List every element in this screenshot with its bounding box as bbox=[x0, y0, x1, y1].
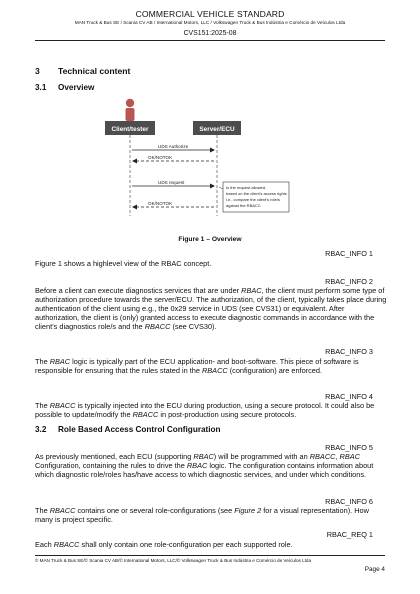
auth-response-label: OK/NOTOK bbox=[148, 155, 173, 160]
request-response-label: OK/NOTOK bbox=[148, 201, 173, 206]
paragraph: Figure 1 shows a highlevel view of the RBAC concept. bbox=[35, 259, 212, 268]
section-title: Technical content bbox=[58, 66, 131, 76]
paragraph: Before a client can execute diagnostics services that are under RBAC, the client must perform some type of authorization procedure towards the server/ECU. The authorization, of the client, typically takes place during authentication of the client using e.g., the 0x29 service in UDS (see CVS31) or equivalent. After authorization, the client is (only) granted access to execute diagnostic commands in accordance with the client’s diagnostics role/s and the RBACC (see CVS30). bbox=[35, 286, 387, 332]
requirement-id: RBAC_INFO 5 bbox=[325, 443, 373, 452]
requirement-id: RBAC_INFO 4 bbox=[325, 392, 373, 401]
sequence-diagram bbox=[105, 94, 325, 224]
document-header-companies: MAN Truck & Bus SE / Scania CV AB / International Motors, LLC / Volkswagen Truck & Bus Indústria e Comércio de Veículos Ltda bbox=[74, 20, 346, 25]
document-id: CVS151:2025-08 bbox=[183, 30, 237, 37]
requirement-id: RBAC_INFO 3 bbox=[325, 347, 373, 356]
request-label: UDS request bbox=[158, 180, 185, 185]
subsection-title: Overview bbox=[58, 83, 95, 92]
subsection-number: 3.2 bbox=[35, 425, 47, 434]
requirement-id: RBAC_INFO 2 bbox=[325, 277, 373, 286]
requirement-id: RBAC_INFO 6 bbox=[325, 497, 373, 506]
person-icon bbox=[126, 99, 135, 121]
server-label: Server/ECU bbox=[199, 126, 235, 133]
paragraph: Each RBACC shall only contain one role-configuration per each supported role. bbox=[35, 540, 293, 549]
footer-divider bbox=[35, 555, 385, 556]
figure-caption: Figure 1 – Overview bbox=[178, 236, 242, 243]
footer-copyright: © MAN Truck & Bus SE/© Scania CV AB/© International Motors, LLC/© Volkswagen Truck & Bus Indústria e Comércio de Veículos Ltda bbox=[35, 558, 312, 563]
evaluation-note-text: Is the request allowed, based on the client's access rights i.e., compare the client's role/s against the RBACC bbox=[226, 185, 287, 208]
requirement-id: RBAC_REQ 1 bbox=[326, 530, 373, 539]
page-number: Page 4 bbox=[364, 566, 385, 573]
paragraph: The RBAC logic is typically part of the ECU application- and boot-software. This piece of software is responsible for ensuring that the rules stated in the RBACC (configuration) are enforced. bbox=[35, 357, 359, 376]
authorize-label: UDS Authorize bbox=[158, 144, 189, 149]
requirement-id: RBAC_INFO 1 bbox=[325, 249, 373, 258]
paragraph: The RBACC is typically injected into the ECU during production, using a secure protocol. It could also be possible to update/modify the RBACC in post-production using secure protocols. bbox=[35, 401, 375, 420]
paragraph: The RBACC contains one or several role-configurations (see Figure 2 for a visual representation). How many is project specific. bbox=[35, 506, 369, 525]
document-header-title: COMMERCIAL VEHICLE STANDARD bbox=[135, 9, 285, 19]
paragraph: As previously mentioned, each ECU (supporting RBAC) will be programmed with an RBACC, RBAC Configuration, containing the rules to drive the RBAC logic. The configuration contains information about which diagnostic role/roles has/have access to which diagnostic services, and under which conditions. bbox=[35, 452, 374, 480]
section-number: 3 bbox=[35, 66, 40, 76]
client-label: Client/tester bbox=[111, 126, 149, 133]
subsection-title: Role Based Access Control Configuration bbox=[58, 425, 221, 434]
subsection-number: 3.1 bbox=[35, 83, 47, 92]
header-divider bbox=[35, 40, 385, 41]
